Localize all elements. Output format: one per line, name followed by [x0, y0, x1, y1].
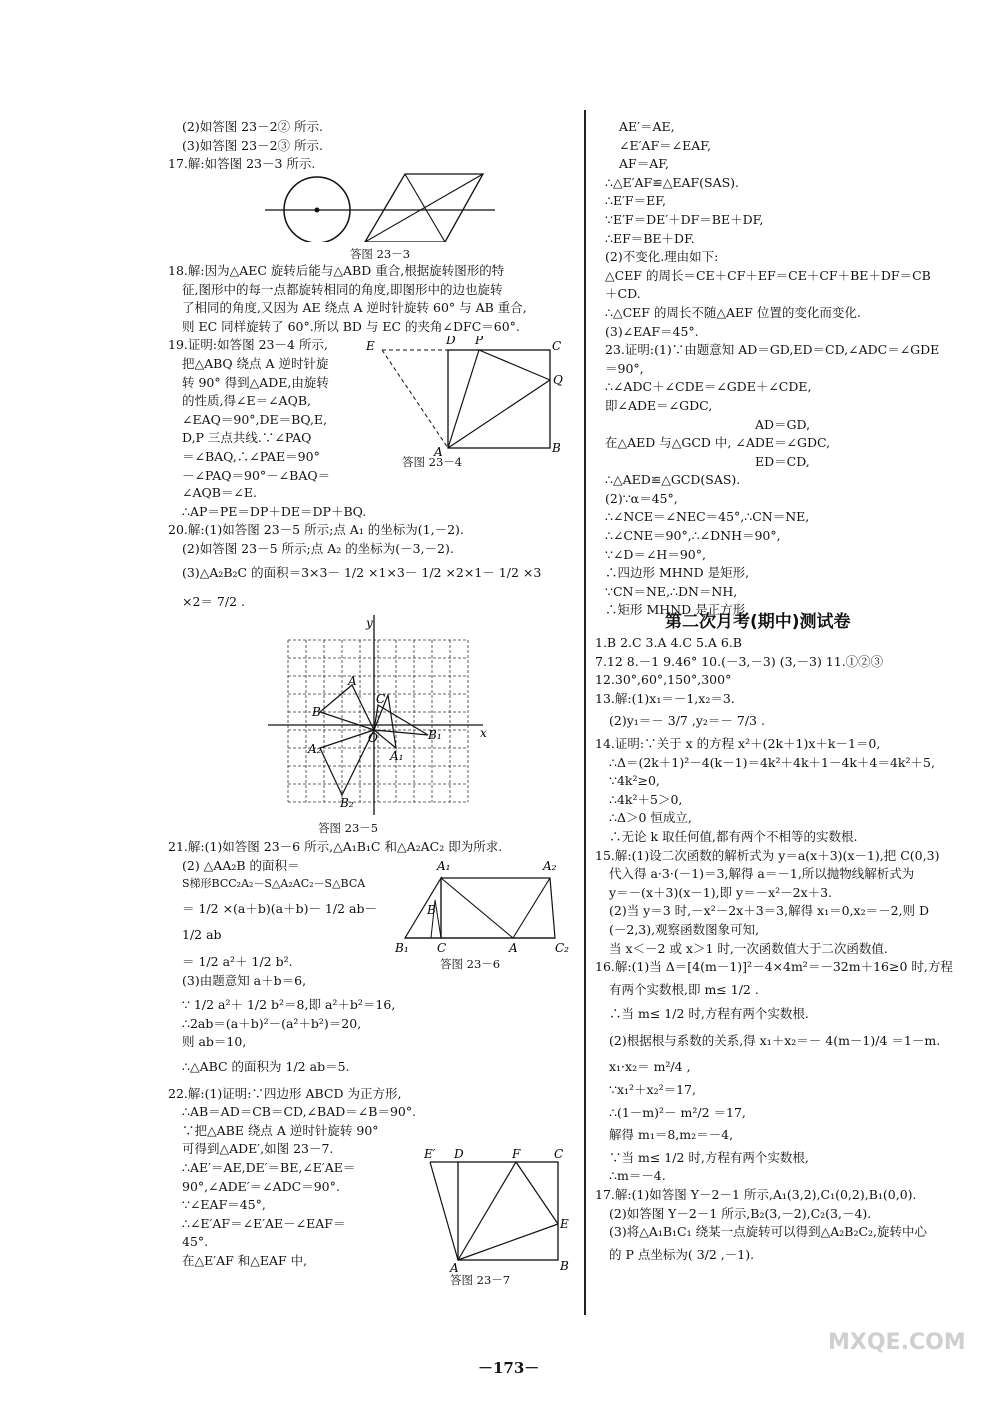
text-line: ∵E′F＝DE′＋DF＝BE＋DF,: [605, 211, 764, 227]
text-line: ∠AQB＝∠E.: [182, 485, 258, 500]
text-line: ∵4k²≥0,: [609, 773, 660, 789]
text-line: △CEF 的周长＝CE＋CF＋EF＝CE＋CF＋BE＋DF＝CB: [605, 267, 931, 283]
text-line: (3)将△A₁B₁C₁ 绕某一点旋转可以得到△A₂B₂C₂,旋转中心: [609, 1224, 927, 1240]
text-line: ∴Δ＝(2k＋1)²－4(k－1)＝4k²＋4k＋1－4k＋4＝4k²＋5,: [609, 754, 935, 770]
text-line: ∵∠D＝∠H＝90°,: [605, 546, 706, 562]
figure-23-4: [362, 336, 572, 471]
text-line: ∠E′AF＝∠EAF,: [619, 137, 711, 153]
text-line: (2) △AA₂B 的面积＝: [182, 857, 300, 873]
text-line: ∴Δ＞0 恒成立,: [609, 810, 692, 826]
text-line: ∴(1－m)²－ m²/2 ＝17,: [609, 1104, 746, 1120]
caption: 答图 23－4: [402, 455, 463, 469]
text-line: (3)由题意知 a＋b＝6,: [182, 972, 307, 988]
text-line: 19.证明:如答图 23－4 所示,: [168, 337, 328, 353]
svg-text:A₁: A₁: [390, 749, 404, 763]
text-line: D,P 三点共线.∵∠PAQ: [182, 430, 312, 446]
text-line: AE′＝AE,: [619, 119, 675, 134]
text-line: 22.解:(1)证明:∵四边形 ABCD 为正方形,: [168, 1085, 402, 1101]
text-line: ∴矩形 MHND 是正方形.: [605, 602, 750, 618]
text-line: 有两个实数根,即 m≤ 1/2 .: [609, 981, 759, 997]
text-line: ∴四边形 MHND 是矩形,: [605, 565, 750, 581]
text-line: 了相同的角度,又因为 AE 绕点 A 逆时针旋转 60° 与 AB 重合,: [182, 300, 527, 316]
text-line: ∴4k²＋5＞0,: [609, 791, 683, 807]
text-line: ∴△CEF 的周长不随△AEF 位置的变化而变化.: [605, 304, 861, 320]
text-line: 90°,∠ADE′＝∠ADC＝90°.: [182, 1178, 340, 1194]
text-line: ∴△ABC 的面积为 1/2 ab＝5.: [182, 1058, 350, 1074]
svg-text:E′: E′: [424, 1148, 436, 1161]
figure-23-6: [395, 858, 575, 988]
left-column: [168, 118, 573, 174]
text-line: ×2＝ 7/2 .: [182, 593, 245, 609]
svg-text:B: B: [312, 705, 321, 719]
text-line: 在△E′AF 和△EAF 中,: [182, 1252, 308, 1268]
svg-text:O: O: [368, 731, 378, 745]
text-line: 的性质,得∠E＝∠AQB,: [182, 393, 311, 409]
text-line: ＝ 1/2 a²＋ 1/2 b².: [182, 953, 293, 969]
svg-text:B: B: [560, 1259, 569, 1273]
text-line: 可得到△ADE′,如图 23－7.: [182, 1141, 334, 1157]
text-line: 则 ab＝10,: [182, 1034, 247, 1050]
svg-text:F: F: [512, 1148, 521, 1161]
text-line: ∵ 1/2 a²＋ 1/2 b²＝8,即 a²＋b²＝16,: [182, 997, 396, 1013]
text-line: ∴无论 k 取任何值,都有两个不相等的实数根.: [609, 828, 858, 844]
text-line: 7.12 8.－1 9.46° 10.(－3,－3) (3,－3) 11.①②③: [595, 653, 884, 669]
text-line: ∴∠ADC＋∠CDE＝∠GDE＋∠CDE,: [605, 379, 812, 395]
text-line: 17.解:(1)如答图 Y－2－1 所示,A₁(3,2),C₁(0,2),B₁(0,0).: [595, 1187, 917, 1203]
text-line: ∵把△ABE 绕点 A 逆时针旋转 90°: [182, 1122, 379, 1138]
svg-text:D: D: [454, 1148, 464, 1161]
text-line: 即∠ADE＝∠GDC,: [605, 397, 713, 413]
svg-text:C: C: [376, 692, 386, 706]
svg-text:C: C: [437, 941, 447, 955]
text-line: (2)不变化.理由如下:: [605, 249, 719, 265]
text-line: 征,图形中的每一点都旋转相同的角度,即图形中的边也旋转: [182, 281, 503, 297]
svg-text:A: A: [450, 1261, 459, 1273]
text-line: ＝90°,: [605, 360, 644, 376]
text-line: ∴E′F＝EF,: [605, 193, 666, 209]
text-line: ＝ 1/2 ×(a＋b)(a＋b)－ 1/2 ab－: [182, 900, 377, 916]
figure-23-3: [265, 170, 495, 261]
text-line: ∴2ab＝(a＋b)²－(a²＋b²)＝20,: [182, 1015, 362, 1031]
svg-text:Q: Q: [553, 373, 563, 387]
text-line: ＋CD.: [605, 286, 641, 302]
svg-text:A₂: A₂: [543, 859, 557, 873]
text-line: ∴EF＝BE＋DF.: [605, 230, 695, 246]
page-number: －173－: [478, 1359, 540, 1377]
right-column: [605, 118, 995, 620]
text-line: ∴m＝－4.: [609, 1168, 666, 1184]
column-divider: [584, 110, 586, 1315]
text-line: 1.B 2.C 3.A 4.C 5.A 6.B: [595, 635, 742, 650]
svg-text:D: D: [446, 336, 456, 347]
text-line: ∴∠NCE＝∠NEC＝45°,∴CN＝NE,: [605, 509, 810, 525]
text-line: (2)如答图 Y－2－1 所示,B₂(3,－2),C₂(3,－4).: [609, 1205, 872, 1221]
caption: 答图 23－5: [318, 821, 379, 835]
svg-text:P: P: [475, 336, 484, 347]
text-line: 17.解:如答图 23－3 所示.: [168, 156, 316, 172]
text-line: ∴△AED≌△GCD(SAS).: [605, 472, 741, 488]
text-line: 15.解:(1)设二次函数的解析式为 y＝a(x＋3)(x－1),把 C(0,3): [595, 847, 940, 863]
caption: 答图 23－7: [450, 1273, 511, 1287]
svg-text:A₂: A₂: [308, 742, 322, 756]
section-title: 第二次月考(期中)测试卷: [665, 612, 851, 632]
text-line: ∠EAQ＝90°,DE＝BQ,E,: [182, 411, 328, 427]
text-line: 13.解:(1)x₁＝－1,x₂＝3.: [595, 690, 735, 706]
text-line: 当 x＜－2 或 x＞1 时,一次函数值大于二次函数值.: [609, 940, 888, 956]
text-line: ∵CN＝NE,∴DN＝NH,: [605, 583, 738, 599]
text-line: ∴AP＝PE＝DP＋DE＝DP＋BQ.: [182, 503, 367, 519]
watermark: MXQE.COM: [828, 1330, 966, 1355]
text-line: 16.解:(1)当 Δ＝[4(m－1)]²－4×4m²＝－32m＋16≥0 时,方程: [595, 959, 953, 975]
text-line: (3)△A₂B₂C 的面积＝3×3－ 1/2 ×1×3－ 1/2 ×2×1－ 1/2 ×3: [182, 565, 542, 581]
text-line: (3)∠EAF＝45°.: [605, 323, 699, 339]
text-line: 的 P 点坐标为( 3/2 ,－1).: [609, 1246, 755, 1262]
figure-23-7: [420, 1148, 580, 1293]
caption: 答图 23－6: [440, 957, 501, 971]
text-line: ∴当 m≤ 1/2 时,方程有两个实数根.: [609, 1006, 809, 1022]
text-line: ∴AB＝AD＝CB＝CD,∠BAD＝∠B＝90°.: [182, 1104, 417, 1120]
left-column-3: [168, 484, 578, 612]
text-line: －∠PAQ＝90°－∠BAQ＝: [182, 467, 331, 483]
text-line: 解得 m₁＝8,m₂＝－4,: [609, 1127, 734, 1143]
svg-text:C₂: C₂: [555, 941, 569, 955]
text-line: ∵x₁²＋x₂²＝17,: [609, 1082, 696, 1098]
svg-text:C: C: [552, 339, 562, 353]
text-line: ∴∠CNE＝90°,∴∠DNH＝90°,: [605, 528, 781, 544]
text-line: 在△AED 与△GCD 中, ∠ADE＝∠GDC,: [605, 435, 831, 451]
svg-text:A: A: [348, 674, 357, 688]
text-line: 转 90° 得到△ADE,由旋转: [182, 374, 329, 390]
text-line: 12.30°,60°,150°,300°: [595, 672, 732, 688]
text-line: 45°.: [182, 1234, 209, 1250]
text-line: (2)如答图 23－5 所示;点 A₂ 的坐标为(－3,－2).: [182, 540, 454, 556]
text-line: (2)当 y＝3 时,－x²－2x＋3＝3,解得 x₁＝0,x₂＝－2,则 D: [609, 903, 930, 919]
svg-text:B₁: B₁: [428, 728, 442, 742]
caption: 答图 23－3: [349, 247, 411, 261]
text-line: AD＝GD,: [755, 416, 811, 432]
text-line: ∴AE′＝AE,DE′＝BE,∠E′AE＝: [182, 1159, 356, 1175]
text-line: 把△ABQ 绕点 A 逆时针旋: [182, 355, 329, 371]
text-line: 14.证明:∵关于 x 的方程 x²＋(2k＋1)x＋k－1＝0,: [595, 735, 881, 751]
svg-text:E: E: [560, 1217, 569, 1231]
text-line: 代入得 a·3·(－1)＝3,解得 a＝－1,所以抛物线解析式为: [609, 866, 915, 882]
text-line: 则 EC 同样旋转了 60°.所以 BD 与 EC 的夹角∠DFC＝60°.: [182, 318, 520, 334]
figure-23-5: [268, 615, 493, 840]
text-line: S梯形BCC₂A₂－S△A₂AC₂－S△BCA: [182, 877, 366, 891]
text-line: ＝∠BAQ,∴∠PAE＝90°: [182, 448, 320, 464]
svg-text:B: B: [552, 441, 561, 455]
text-line: 23.证明:(1)∵由题意知 AD＝GD,ED＝CD,∠ADC＝∠GDE: [605, 342, 940, 358]
text-line: ∵∠EAF＝45°,: [182, 1197, 266, 1213]
svg-text:A: A: [509, 941, 518, 955]
text-line: AF＝AF,: [619, 156, 669, 172]
right-column-2: [595, 634, 995, 1264]
text-line: (2)根据根与系数的关系,得 x₁＋x₂＝－ 4(m－1)/4 ＝1－m.: [609, 1032, 941, 1048]
text-line: (2)y₁＝－ 3/7 ,y₂＝－ 7/3 .: [609, 713, 765, 729]
svg-text:B: B: [427, 903, 436, 917]
svg-text:C: C: [554, 1148, 564, 1161]
text-line: ∵当 m≤ 1/2 时,方程有两个实数根,: [609, 1149, 809, 1165]
text-line: ED＝CD,: [755, 453, 810, 469]
svg-text:A₁: A₁: [437, 859, 451, 873]
text-line: (－2,3),观察函数图象可知,: [609, 921, 760, 937]
text-line: ∴∠E′AF＝∠E′AE－∠EAF＝: [182, 1215, 346, 1231]
text-line: y＝－(x＋3)(x－1),即 y＝－x²－2x＋3.: [609, 884, 833, 900]
text-line: (2)如答图 23－2② 所示.: [182, 119, 323, 134]
text-line: x₁·x₂＝ m²/4 ,: [609, 1059, 691, 1075]
svg-text:A: A: [434, 445, 443, 456]
text-line: (3)如答图 23－2③ 所示.: [182, 137, 323, 153]
text-line: (2)∵α＝45°,: [605, 490, 678, 506]
text-line: 21.解:(1)如答图 23－6 所示,△A₁B₁C 和△A₂AC₂ 即为所求.: [168, 839, 503, 854]
svg-text:y: y: [366, 616, 373, 630]
text-line: ∴△E′AF≌△EAF(SAS).: [605, 174, 740, 190]
svg-text:x: x: [480, 726, 487, 740]
text-line: 20.解:(1)如答图 23－5 所示;点 A₁ 的坐标为(1,－2).: [168, 522, 464, 538]
svg-text:B₁: B₁: [395, 941, 409, 955]
svg-text:E: E: [366, 339, 375, 353]
text-line: 1/2 ab: [182, 927, 222, 943]
svg-text:B₂: B₂: [340, 796, 354, 810]
text-line: 18.解:因为△AEC 旋转后能与△ABD 重合,根据旋转图形的特: [168, 263, 505, 278]
